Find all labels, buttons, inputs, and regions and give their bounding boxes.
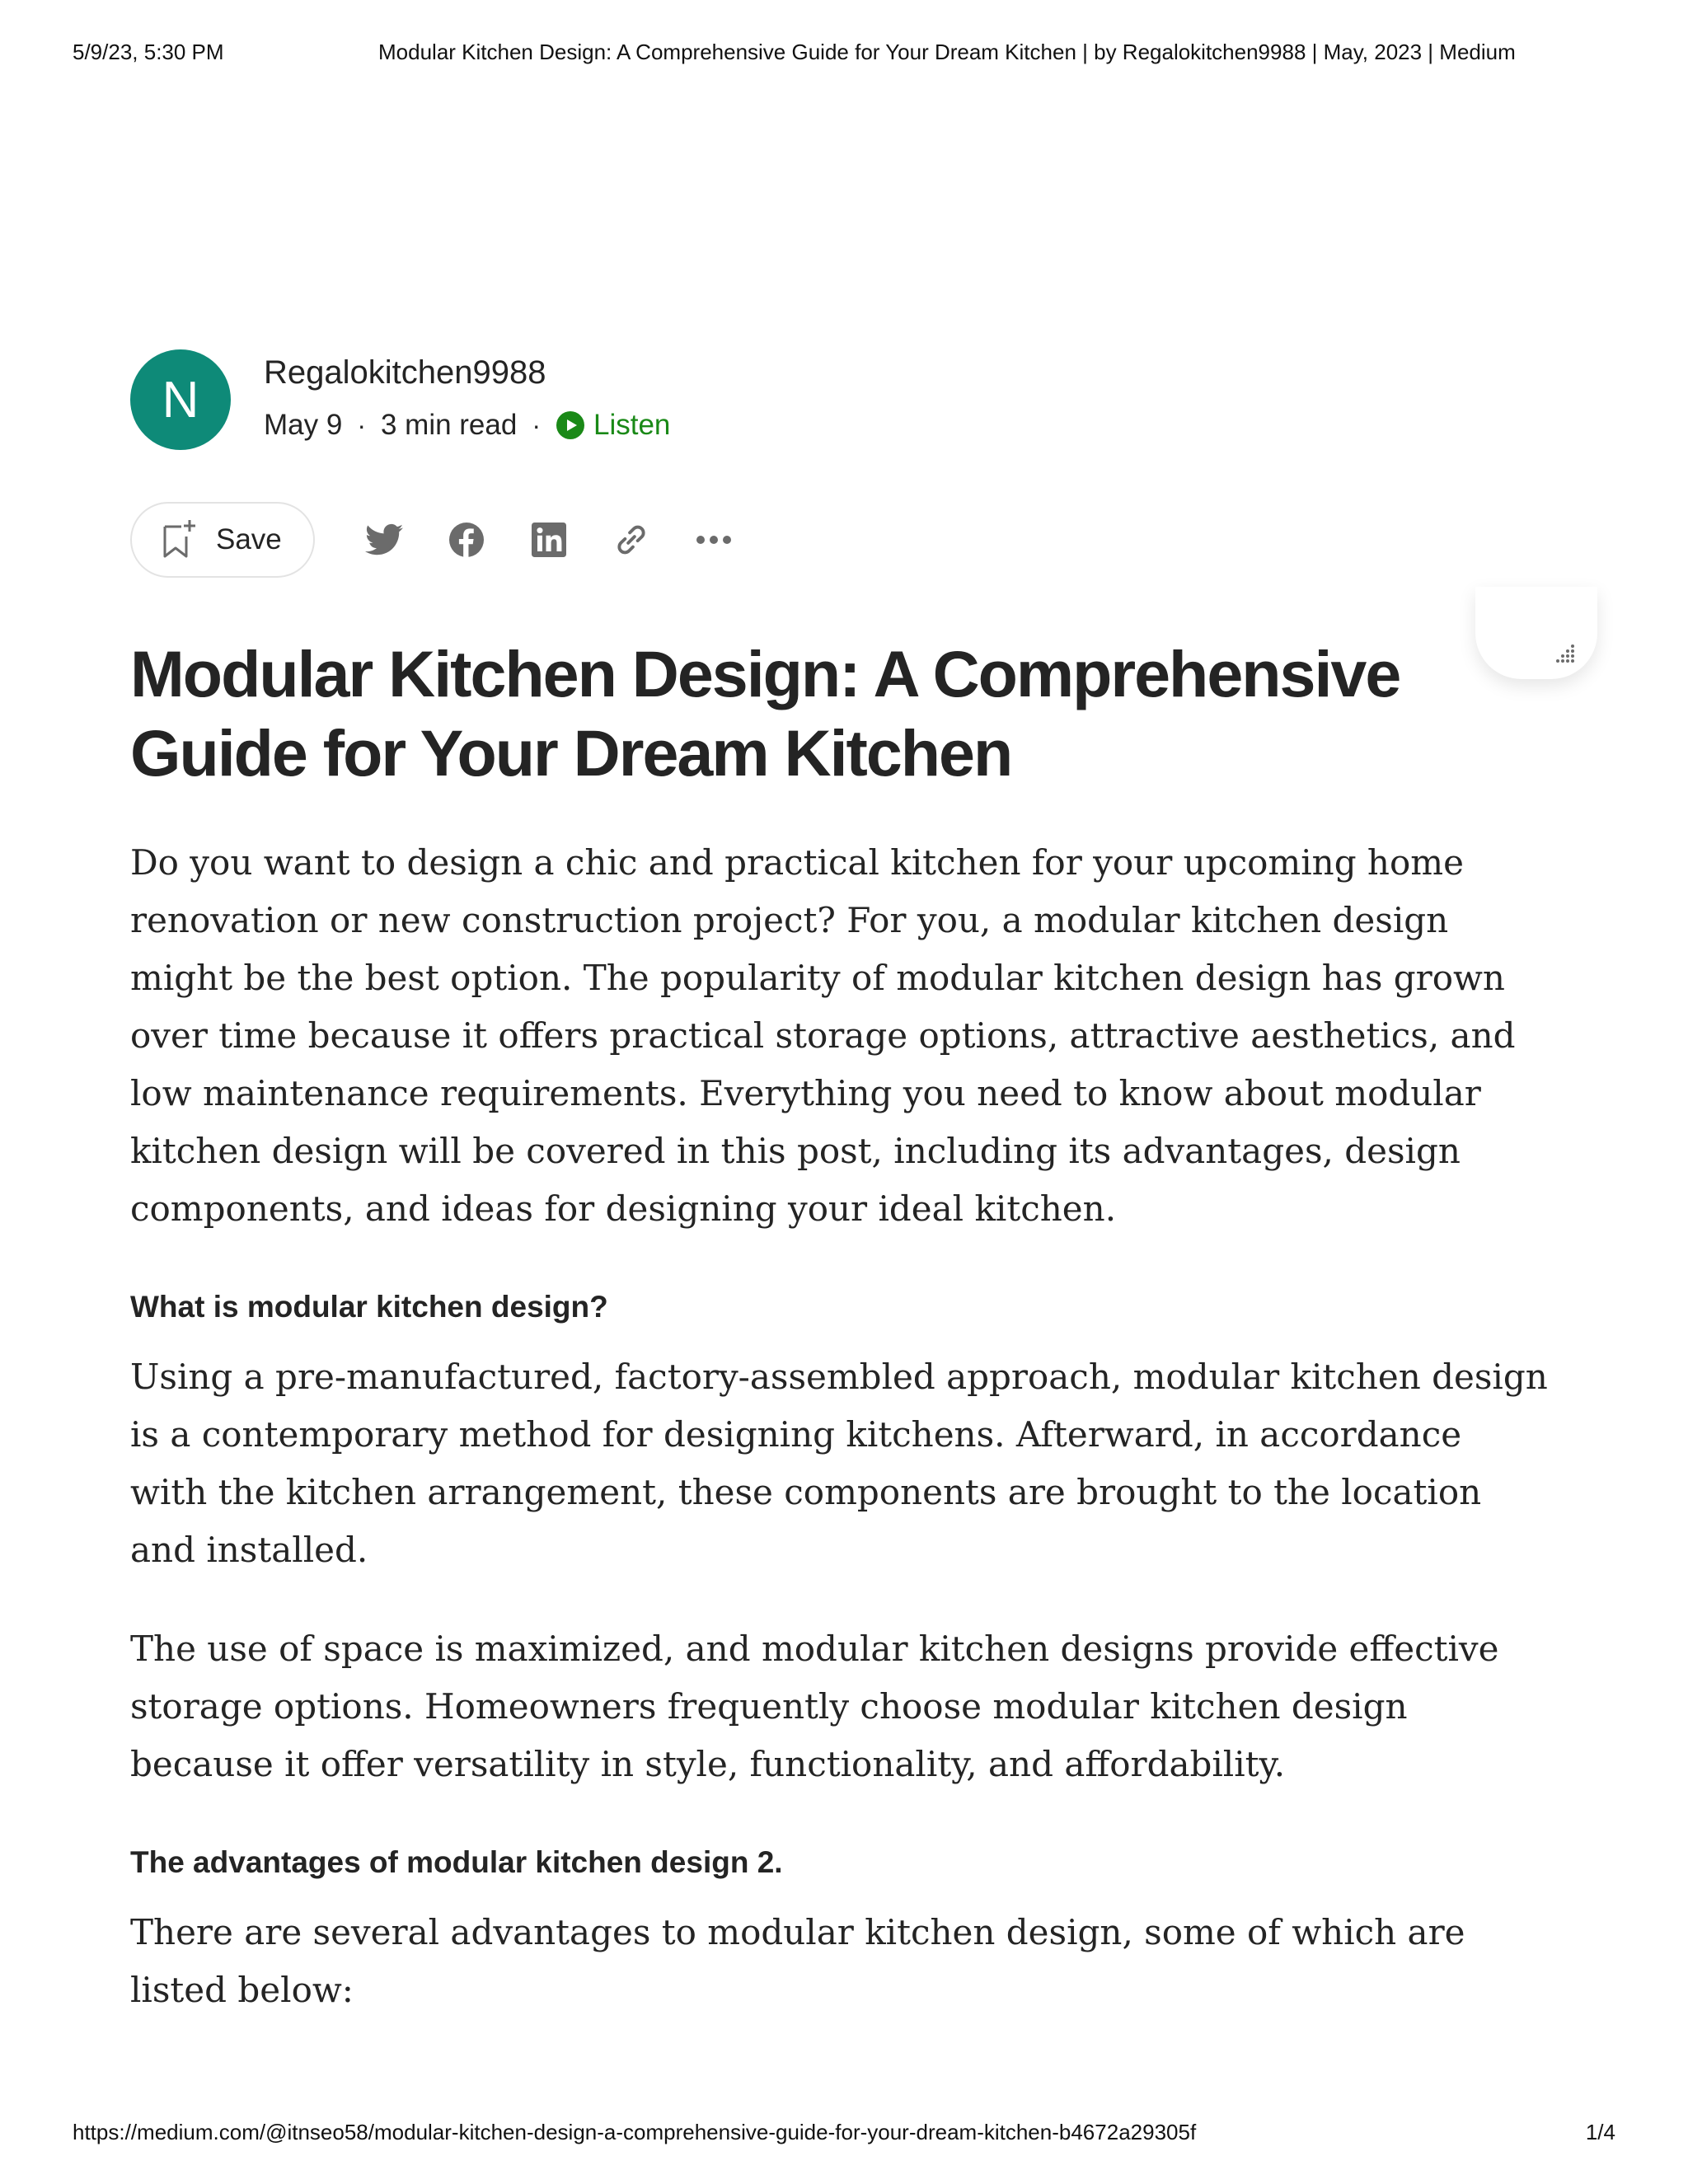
- play-icon: [556, 410, 585, 440]
- listen-button[interactable]: [556, 401, 670, 450]
- article-meta: [264, 401, 670, 450]
- intro-paragraph: Do you want to design a chic and practical kitchen for your upcoming home renovation or new construction project? For you, a modular kitchen design might be the best option. The popularity of modular kitchen design has grown over time because it offers practical storage options, attractive aesthetics, and low maintenance requirements. Everything you need to know about modular kitchen design will be covered in this post, including its advantages, design components, and ideas for designing your ideal kitchen.: [130, 842, 1516, 1229]
- section2-paragraph-1: There are several advantages to modular kitchen design, some of which are listed below:: [130, 1912, 1465, 2010]
- meta-separator: ·: [357, 410, 366, 440]
- print-page-number: 1/4: [1585, 2120, 1615, 2144]
- facebook-icon[interactable]: [445, 518, 488, 561]
- listen-label: Listen: [593, 409, 671, 441]
- author-meta: [264, 349, 670, 450]
- more-icon[interactable]: [692, 518, 735, 561]
- grip-icon: [1556, 643, 1576, 663]
- section-heading-advantages: The advantages of modular kitchen design 2.: [130, 1845, 783, 1879]
- twitter-icon[interactable]: [363, 518, 406, 561]
- section-heading-what-is: What is modular kitchen design?: [130, 1290, 608, 1324]
- article: [130, 346, 1548, 2019]
- print-footer: [73, 2120, 1615, 2149]
- linkedin-icon[interactable]: [528, 518, 570, 561]
- save-label: Save: [216, 523, 282, 555]
- author-row: [130, 346, 1548, 453]
- article-title: Modular Kitchen Design: A Comprehensive Guide for Your Dream Kitchen: [130, 637, 1400, 790]
- floating-widget[interactable]: [1475, 587, 1597, 679]
- print-page-title: Modular Kitchen Design: A Comprehensive Guide for Your Dream Kitchen | by Regalokitchen9988 | May, 2023 | Medium: [378, 40, 1516, 64]
- action-bar: [130, 499, 1548, 580]
- read-time: 3 min read: [380, 409, 518, 441]
- publish-date: May 9: [264, 409, 343, 441]
- author-name-link[interactable]: Regalokitchen9988: [264, 354, 546, 391]
- meta-separator: ·: [532, 410, 541, 440]
- print-header: [73, 40, 1615, 69]
- link-icon[interactable]: [610, 518, 653, 561]
- print-url: https://medium.com/@itnseo58/modular-kitchen-design-a-comprehensive-guide-for-your-dream-kitchen-b4672a29305f: [73, 2120, 1197, 2144]
- avatar[interactable]: [130, 349, 231, 450]
- avatar-letter: N: [162, 371, 199, 429]
- section1-paragraph-1: Using a pre-manufactured, factory-assembled approach, modular kitchen design is a contemporary method for designing kitchens. Afterward, in accordance with the kitchen arrangement, these components are brought to the location and installed.: [130, 1357, 1548, 1570]
- save-button[interactable]: [130, 502, 315, 578]
- print-date: 5/9/23, 5:30 PM: [73, 40, 224, 64]
- bookmark-plus-icon: [160, 518, 196, 561]
- section1-paragraph-2: The use of space is maximized, and modular kitchen designs provide effective storage options. Homeowners frequently choose modular kitchen design because it offer versatility in style, functionality, and affordability.: [130, 1629, 1499, 1784]
